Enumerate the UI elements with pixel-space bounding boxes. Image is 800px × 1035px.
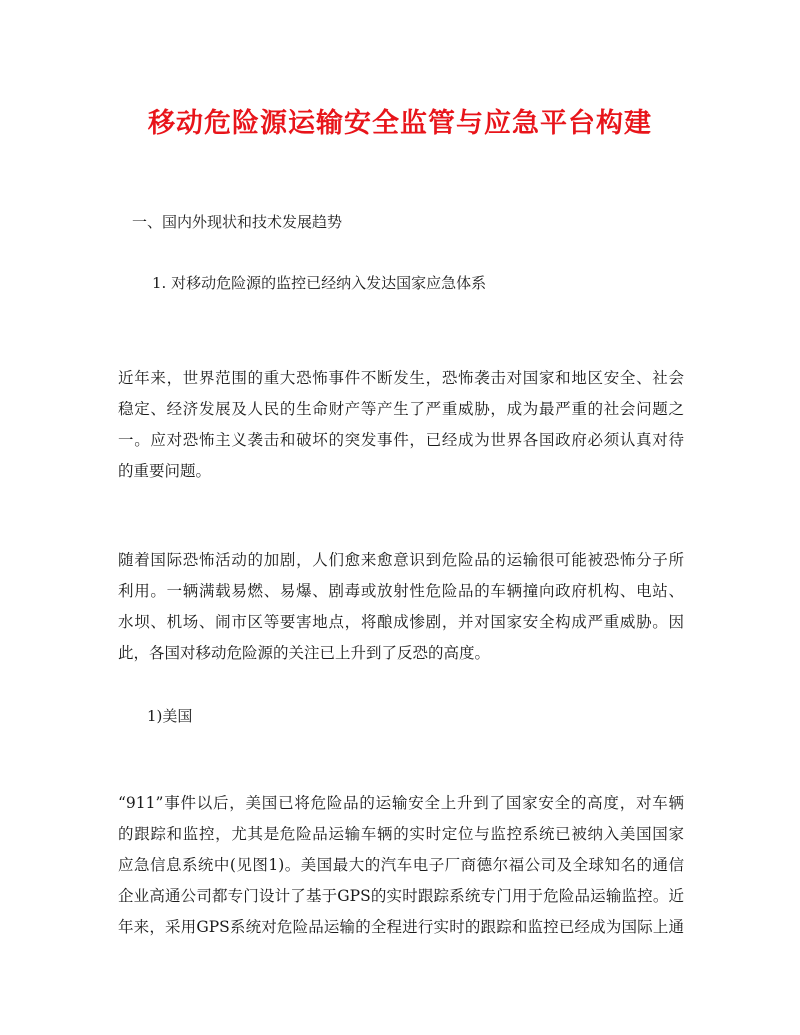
paragraph-terror-risk: [118, 545, 684, 669]
paragraph-intro: [118, 363, 684, 487]
paragraph-line: 水坝、机场、闹市区等要害地点，将酿成惨剧，并对国家安全构成严重威胁。因: [118, 613, 684, 631]
item-heading-usa: 1)美国: [147, 707, 193, 725]
paragraph-usa: [118, 788, 684, 943]
paragraph-line: 年来，采用GPS系统对危险品运输的全程进行实时的跟踪和监控已经成为国际上通: [118, 918, 684, 936]
paragraph-line: 利用。一辆满载易燃、易爆、剧毒或放射性危险品的车辆撞向政府机构、电站、: [118, 582, 684, 600]
paragraph-line: 的重要问题。: [118, 462, 212, 480]
paragraph-line: 企业高通公司都专门设计了基于GPS的实时跟踪系统专门用于危险品运输监控。近: [118, 887, 684, 905]
paragraph-line: 应急信息系统中(见图1)。美国最大的汽车电子厂商德尔福公司及全球知名的通信: [118, 856, 684, 874]
paragraph-line: “911”事件以后，美国已将危险品的运输安全上升到了国家安全的高度，对车辆: [118, 794, 684, 812]
section-heading: 一、国内外现状和技术发展趋势: [132, 213, 343, 231]
paragraph-line: 近年来，世界范围的重大恐怖事件不断发生，恐怖袭击对国家和地区安全、社会: [118, 369, 684, 387]
paragraph-line: 的跟踪和监控，尤其是危险品运输车辆的实时定位与监控系统已被纳入美国国家: [118, 825, 684, 843]
paragraph-line: 一。应对恐怖主义袭击和破坏的突发事件，已经成为世界各国政府必须认真对待: [118, 431, 684, 449]
paragraph-line: 稳定、经济发展及人民的生命财产等产生了严重威胁，成为最严重的社会问题之: [118, 400, 684, 418]
subsection-heading: 1. 对移动危险源的监控已经纳入发达国家应急体系: [152, 274, 487, 292]
document-title: 移动危险源运输安全监管与应急平台构建: [148, 108, 652, 139]
paragraph-line: 随着国际恐怖活动的加剧，人们愈来愈意识到危险品的运输很可能被恐怖分子所: [118, 551, 684, 569]
paragraph-line: 此，各国对移动危险源的关注已上升到了反恐的高度。: [118, 644, 491, 662]
